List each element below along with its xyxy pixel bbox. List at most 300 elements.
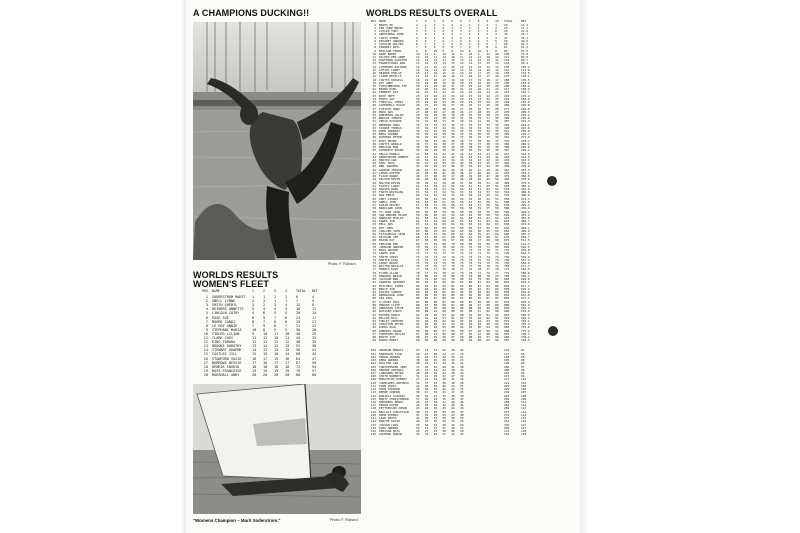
cell-race-1: 68 xyxy=(416,236,420,240)
cell-race-5: 14 xyxy=(451,68,455,72)
cell-pos: 8 xyxy=(205,323,208,328)
cell-race-10: 97 xyxy=(495,329,499,333)
cell-race-3: 83 xyxy=(433,284,438,288)
cell-race-3: 56 xyxy=(433,200,438,204)
cell-race-2: 5 xyxy=(263,315,266,320)
cell-race-1: 81 xyxy=(416,281,420,285)
cell-race-3: 63 xyxy=(433,220,438,224)
cell-race-7: 66 xyxy=(468,233,473,237)
cell-race-2: 34 xyxy=(424,130,429,134)
cell-race-8: 61 xyxy=(477,220,482,224)
cell-race-1: 90 xyxy=(416,310,420,314)
champions-heading: A CHAMPIONS DUCKING!! xyxy=(193,8,310,18)
cell-race-9: 92 xyxy=(486,316,490,320)
cell-pos: 16 xyxy=(372,72,376,76)
cell-total: 229 xyxy=(503,94,510,98)
cell-net: 391.0 xyxy=(520,187,530,191)
cell-race-5: 37 xyxy=(451,391,455,395)
cell-race-7: 80 xyxy=(468,281,473,285)
cell-name: KING ANDREW xyxy=(379,426,399,430)
cell-race-7: 45 xyxy=(468,162,473,166)
cell-race-2: 25 xyxy=(424,97,429,101)
cell-race-4: 91 xyxy=(442,313,446,317)
cell-race-2: 2 xyxy=(263,303,266,308)
cell-name: WOLTON KEVIN xyxy=(379,181,400,185)
cell-total: 199 xyxy=(503,362,510,366)
cell-race-3: 66 xyxy=(433,236,438,240)
cell-race-5: 62 xyxy=(451,216,455,220)
cell-race-7: 46 xyxy=(468,168,473,172)
cell-total: 269 xyxy=(503,407,510,411)
cell-race-3: 71 xyxy=(433,245,438,249)
cell-total: 250 xyxy=(503,397,510,401)
cell-race-2: 65 xyxy=(424,233,429,237)
cell-race-6: 78 xyxy=(459,274,464,278)
cell-race-2: 31 xyxy=(424,120,429,124)
cell-race-10: 77 xyxy=(495,271,499,275)
cell-race-3: 20 xyxy=(433,365,438,369)
cell-name: SNELL LYNNE xyxy=(212,299,236,304)
cell-race-2: 62 xyxy=(424,216,429,220)
cell-name: BUNDISH PHILIP xyxy=(379,216,404,220)
cell-race-7: 65 xyxy=(468,226,473,230)
cell-race-10: 57 xyxy=(495,200,499,204)
cell-pos: 10 xyxy=(203,331,208,336)
cell-race-5: 36 xyxy=(451,133,455,137)
col-header-race-6: 6 xyxy=(459,20,462,23)
cell-race-3: 36 xyxy=(433,384,438,388)
cell-total: 219 xyxy=(503,91,510,95)
cell-race-10: 70 xyxy=(495,242,499,246)
cell-race-6: 66 xyxy=(459,236,464,240)
cell-total: 532 xyxy=(503,191,510,195)
cell-race-6: 44 xyxy=(459,162,464,166)
cell-pos: 61 xyxy=(372,216,376,220)
cell-pos: 69 xyxy=(372,242,376,246)
cell-net: 14.4 xyxy=(520,23,528,27)
cell-race-10: 90 xyxy=(495,310,499,314)
cell-race-3: 50 xyxy=(433,184,438,188)
cell-race-1: 41 xyxy=(416,152,420,156)
cell-name: ROY ANDY xyxy=(379,81,393,85)
cell-race-5: 60 xyxy=(451,210,455,214)
cell-total: 859 xyxy=(503,297,510,301)
cell-race-8: 7 xyxy=(477,46,480,50)
cell-race-4: 81 xyxy=(442,278,446,282)
cell-race-5: 30 xyxy=(451,381,455,385)
cell-name: MOORE CANDI xyxy=(212,319,236,324)
cell-race-3: 67 xyxy=(433,233,438,237)
cell-net: 595.1 xyxy=(520,274,530,278)
cell-net: 331.4 xyxy=(520,162,530,166)
cell-total: 278 xyxy=(503,110,510,114)
cell-race-9: 32 xyxy=(486,126,490,130)
cell-race-6: 15 xyxy=(459,68,464,72)
cell-pos: 2 xyxy=(205,299,208,304)
cell-race-3: 38 xyxy=(433,146,438,150)
cell-race-1: 19 xyxy=(252,368,257,373)
cell-name: KAUFMANN KARSTEN xyxy=(379,59,407,63)
cell-race-5: 79 xyxy=(451,278,455,282)
cell-race-7: 48 xyxy=(468,178,473,182)
cell-pos: 60 xyxy=(372,213,376,217)
cell-race-9: 73 xyxy=(486,258,490,262)
cell-race-8: 37 xyxy=(477,142,482,146)
cell-race-3: 20 xyxy=(433,81,438,85)
cell-race-2: 87 xyxy=(424,303,429,307)
cell-pos: 48 xyxy=(372,175,376,179)
cell-race-7: 20 xyxy=(468,84,473,88)
cell-race-3: 25 xyxy=(433,104,438,108)
cell-race-9: 95 xyxy=(486,323,490,327)
cell-race-1: 3 xyxy=(416,30,418,34)
cell-name: CUTLER TONY xyxy=(379,30,399,34)
cell-race-3: 85 xyxy=(433,294,438,298)
cell-total: 24 xyxy=(296,315,301,320)
col-header-race-1: 1 xyxy=(252,289,254,293)
cell-race-4: 86 xyxy=(442,297,446,301)
cell-race-1: 40 xyxy=(416,372,420,375)
cell-race-5: 61 xyxy=(451,220,455,224)
cell-race-1: 24 xyxy=(416,97,420,101)
cell-total: 236 xyxy=(503,423,510,427)
cell-race-4: 19 xyxy=(285,368,290,373)
cell-race-8: 90 xyxy=(477,313,482,317)
cell-race-1: 13 xyxy=(252,344,257,349)
cell-race-3: 84 xyxy=(433,290,438,294)
cell-race-3: 72 xyxy=(433,252,438,256)
cell-race-9: 18 xyxy=(486,78,490,82)
cell-race-4: 34 xyxy=(442,130,446,134)
cell-race-10: 66 xyxy=(495,233,499,237)
cell-net: 57 xyxy=(312,368,317,373)
cell-net: 474.6 xyxy=(520,223,530,227)
cell-race-4: 5 xyxy=(285,311,288,316)
cell-race-10: 37 xyxy=(495,139,499,143)
cell-race-7: 99 xyxy=(468,339,473,343)
cell-race-1: 33 xyxy=(416,365,420,369)
cell-race-2: 94 xyxy=(424,319,429,323)
cell-race-8: 68 xyxy=(477,236,482,240)
cell-race-6: 23 xyxy=(459,359,464,363)
cell-race-6: 43 xyxy=(459,397,464,401)
cell-race-10: 40 xyxy=(495,149,499,153)
cell-race-3: 59 xyxy=(433,207,438,211)
cell-race-1: 93 xyxy=(416,319,420,323)
cell-race-8: 16 xyxy=(477,75,482,79)
cell-net: 44 xyxy=(312,352,317,357)
cell-race-3: 24 xyxy=(433,97,438,101)
cell-race-5: 45 xyxy=(451,168,455,172)
cell-race-8: 86 xyxy=(477,294,482,298)
cell-race-2: 30 xyxy=(424,113,429,117)
cell-name: SODERSTROM MARIT xyxy=(212,295,246,300)
cell-pos: 2 xyxy=(374,27,376,31)
cell-race-2: 40 xyxy=(424,359,429,363)
cell-race-3: 99 xyxy=(433,336,438,340)
cell-name: HAUSER HANS xyxy=(379,187,399,191)
cell-name: VAN BREUER HILDE xyxy=(379,213,407,217)
cell-race-9: 69 xyxy=(486,242,490,246)
cell-name: COUTTS GERALD xyxy=(379,142,402,146)
cell-race-2: 56 xyxy=(424,197,429,201)
cell-race-5: 27 xyxy=(451,104,455,108)
cell-race-4: 53 xyxy=(442,187,446,191)
cell-race-5: 43 xyxy=(451,413,455,417)
cell-pos: 75 xyxy=(372,262,376,265)
cell-net: 21 xyxy=(312,319,317,324)
cell-race-6: 33 xyxy=(459,126,464,130)
cell-race-5: 48 xyxy=(451,171,455,175)
cell-total: 880 xyxy=(503,303,510,307)
cell-pos: 63 xyxy=(372,223,376,227)
cell-name: ROY JOHN xyxy=(379,226,393,230)
cell-race-3: 12 xyxy=(274,344,279,349)
cell-race-4: 29 xyxy=(442,113,446,117)
cell-net: 406.0 xyxy=(520,194,530,198)
cell-race-8: 98 xyxy=(477,339,482,343)
cell-race-1: 28 xyxy=(416,107,420,111)
cell-total: 60 xyxy=(296,352,301,357)
cell-race-7: 73 xyxy=(468,252,473,256)
cell-total: 870 xyxy=(503,300,510,304)
cell-net: 107 xyxy=(520,391,527,395)
cell-total: 67 xyxy=(296,360,301,365)
cell-name: ROBINSON COLIN xyxy=(379,113,404,117)
cell-total: 370 xyxy=(503,139,510,143)
cell-race-1: 92 xyxy=(416,316,420,320)
cell-total: 59 xyxy=(503,39,508,43)
cell-race-1: 91 xyxy=(416,313,420,317)
cell-race-8: 6 xyxy=(477,36,480,40)
cell-race-1: 62 xyxy=(416,220,420,224)
cell-net: 99 xyxy=(520,375,525,379)
cell-race-2: 19 xyxy=(424,78,429,82)
cell-race-3: 13 xyxy=(433,62,438,66)
cell-race-4: 88 xyxy=(442,307,446,311)
cell-total: 6 xyxy=(296,295,299,300)
cell-net: 557.4 xyxy=(520,258,530,262)
cell-race-9: 1 xyxy=(486,30,489,34)
cell-race-4: 51 xyxy=(442,184,446,188)
cell-race-6: 74 xyxy=(459,262,464,265)
cell-pos: 35 xyxy=(372,133,376,137)
cell-name: HERNER ANTONIO xyxy=(379,368,404,372)
cell-race-8: 45 xyxy=(477,165,482,169)
cell-race-1: 38 xyxy=(416,359,420,363)
cell-race-7: 17 xyxy=(468,78,473,82)
cell-race-10: 95 xyxy=(495,326,499,330)
cell-race-10: 64 xyxy=(495,229,499,233)
cell-race-2: 33 xyxy=(424,368,429,372)
cell-race-9 xyxy=(486,433,495,436)
cell-race-5: 94 xyxy=(451,319,455,323)
cell-net: 182.0 xyxy=(520,97,530,101)
cell-total: 36 xyxy=(296,327,301,332)
cell-race-2: 39 xyxy=(424,388,429,392)
cell-pos: 116 xyxy=(370,400,376,404)
cell-name: CLARK NEVILLE xyxy=(379,75,402,79)
cell-net: 678.0 xyxy=(520,310,530,314)
cell-race-8: 24 xyxy=(477,94,482,98)
cell-total: 16 xyxy=(296,307,301,312)
cell-race-2: 59 xyxy=(424,210,429,214)
cell-race-7: 89 xyxy=(468,303,473,307)
cell-race-1: 54 xyxy=(416,194,420,198)
cell-pos: 114 xyxy=(370,394,376,398)
cell-race-3: 19 xyxy=(433,84,438,88)
cell-race-2: 68 xyxy=(424,239,429,243)
cell-race-4: 80 xyxy=(442,281,446,285)
cell-total: 730 xyxy=(503,255,510,259)
cell-race-9: 66 xyxy=(486,236,490,240)
cell-race-9: 16 xyxy=(486,68,490,72)
cell-net: 21.0 xyxy=(520,30,528,34)
cell-race-2: 41 xyxy=(424,155,429,159)
cell-race-10: 79 xyxy=(495,274,499,278)
cell-race-4: 56 xyxy=(442,204,446,208)
cell-race-10: 60 xyxy=(495,210,499,214)
cell-total: 200 xyxy=(503,84,510,88)
cell-race-8: 60 xyxy=(477,213,482,217)
cell-race-10: 51 xyxy=(495,184,499,188)
cell-race-3: 34 xyxy=(433,133,438,137)
cell-race-10: 30 xyxy=(495,117,499,121)
cell-name: PAGE SUE xyxy=(212,315,229,320)
cell-race-8: 92 xyxy=(477,316,482,320)
cell-race-5: 71 xyxy=(451,252,455,256)
cell-race-2: 16 xyxy=(263,360,268,365)
cell-net: 723.2 xyxy=(520,329,530,333)
cell-race-5: 31 xyxy=(451,120,455,124)
cell-total: 175 xyxy=(503,349,510,353)
cell-pos: 47 xyxy=(372,171,376,175)
cell-race-2: 6 xyxy=(424,36,427,40)
cell-race-9: 46 xyxy=(486,168,490,172)
cell-race-3: 60 xyxy=(433,213,438,217)
cell-race-7: 96 xyxy=(468,332,473,336)
cell-race-4: 22 xyxy=(442,349,446,353)
cell-name: FLESCHBEUTER STE xyxy=(379,84,407,88)
cell-pos: 30 xyxy=(372,117,376,121)
cell-race-5: 20 xyxy=(451,88,455,92)
cell-name: VERY STUART xyxy=(379,197,399,201)
cell-race-1: 26 xyxy=(416,104,420,108)
cell-race-6: 54 xyxy=(459,197,464,201)
cell-pos: 64 xyxy=(372,226,376,230)
cell-race-1: 14 xyxy=(252,348,257,353)
cell-race-3: 77 xyxy=(433,268,438,272)
cell-total: 619 xyxy=(503,220,510,224)
cell-race-3: 43 xyxy=(433,155,438,159)
cell-race-3: 47 xyxy=(433,355,438,359)
cell-race-2: 15 xyxy=(263,352,268,357)
cell-race-5: 9 xyxy=(451,49,453,53)
cell-race-6: 89 xyxy=(459,307,464,311)
cell-race-5: 34 xyxy=(451,384,455,388)
cell-pos: 124 xyxy=(370,426,376,430)
cell-race-4: 77 xyxy=(442,265,446,269)
cell-race-4: 31 xyxy=(442,372,446,375)
cell-net: 384.2 xyxy=(520,184,530,188)
cell-race-8: 72 xyxy=(477,249,482,253)
cell-race-3: 46 xyxy=(433,171,438,175)
cell-race-2: 30 xyxy=(424,384,429,388)
overall-table-header xyxy=(368,20,568,23)
cell-race-3: 11 xyxy=(433,56,438,59)
cell-race-6: 29 xyxy=(459,110,464,114)
cell-race-2: 92 xyxy=(424,313,429,317)
cell-race-4: 17 xyxy=(442,78,446,82)
cell-total: 470 xyxy=(503,171,510,175)
cell-race-8: 70 xyxy=(477,242,482,246)
cell-race-5: 39 xyxy=(451,359,455,363)
cell-pos: 92 xyxy=(372,316,376,320)
cell-race-7: 10 xyxy=(468,52,473,56)
cell-total: 492 xyxy=(503,178,510,182)
cell-race-4: 4 xyxy=(442,27,445,31)
cell-name: LOUIS SIMON xyxy=(379,36,399,40)
cell-race-3: 41 xyxy=(433,394,438,398)
cell-net: 375.9 xyxy=(520,181,530,185)
cell-race-6: 39 xyxy=(459,146,464,150)
cell-net: 187.6 xyxy=(520,101,530,105)
cell-race-7: 22 xyxy=(468,88,473,92)
cell-name: BERNDSSON JOHN xyxy=(379,294,404,298)
cell-race-3: 14 xyxy=(274,348,279,353)
cell-race-3: 53 xyxy=(433,191,438,195)
cell-race-4: 38 xyxy=(442,142,446,146)
cell-race-1: 50 xyxy=(416,181,420,185)
cell-race-5: 10 xyxy=(451,56,455,59)
cell-race-5: 48 xyxy=(451,394,455,398)
cell-pos: 20 xyxy=(203,372,208,377)
cell-net: 339.0 xyxy=(520,165,530,169)
col-header-net: NET xyxy=(520,20,527,23)
cell-race-1: 6 xyxy=(416,39,418,43)
cell-race-4: 26 xyxy=(442,104,446,108)
cell-race-1: 23 xyxy=(416,349,420,353)
cell-name: FITZGERALD SEAN xyxy=(379,233,406,237)
cell-pos: 89 xyxy=(372,307,376,311)
cell-race-1: 3 xyxy=(252,303,255,308)
cell-race-6: 73 xyxy=(459,255,464,259)
cell-race-10: 78 xyxy=(495,268,499,272)
cell-race-2: 8 xyxy=(263,327,266,332)
cell-race-10: 7 xyxy=(495,43,497,47)
cell-race-5: 54 xyxy=(451,191,455,195)
cell-race-8: 22 xyxy=(477,91,482,95)
cell-pos: 117 xyxy=(370,404,376,408)
cell-race-4: 33 xyxy=(442,123,446,127)
cell-race-5: 38 xyxy=(451,368,455,372)
cell-race-5: 16 xyxy=(451,75,455,79)
cell-race-1: 84 xyxy=(416,290,420,294)
cell-name: WOODS ERNST xyxy=(379,339,399,343)
cell-pos: 3 xyxy=(205,303,208,308)
cell-net: 497.2 xyxy=(520,233,530,237)
cell-race-1: 86 xyxy=(416,297,420,301)
cell-race-7: 58 xyxy=(468,207,473,211)
cell-race-4: 39 xyxy=(442,146,446,150)
cell-pos: 40 xyxy=(372,149,376,153)
cell-race-8: 25 xyxy=(477,101,482,105)
cell-race-6: 28 xyxy=(459,113,464,117)
cell-race-3: 98 xyxy=(433,339,438,343)
cell-race-8: 26 xyxy=(477,107,482,111)
cell-total: 987 xyxy=(503,339,510,343)
cell-race-6: 48 xyxy=(459,175,464,179)
